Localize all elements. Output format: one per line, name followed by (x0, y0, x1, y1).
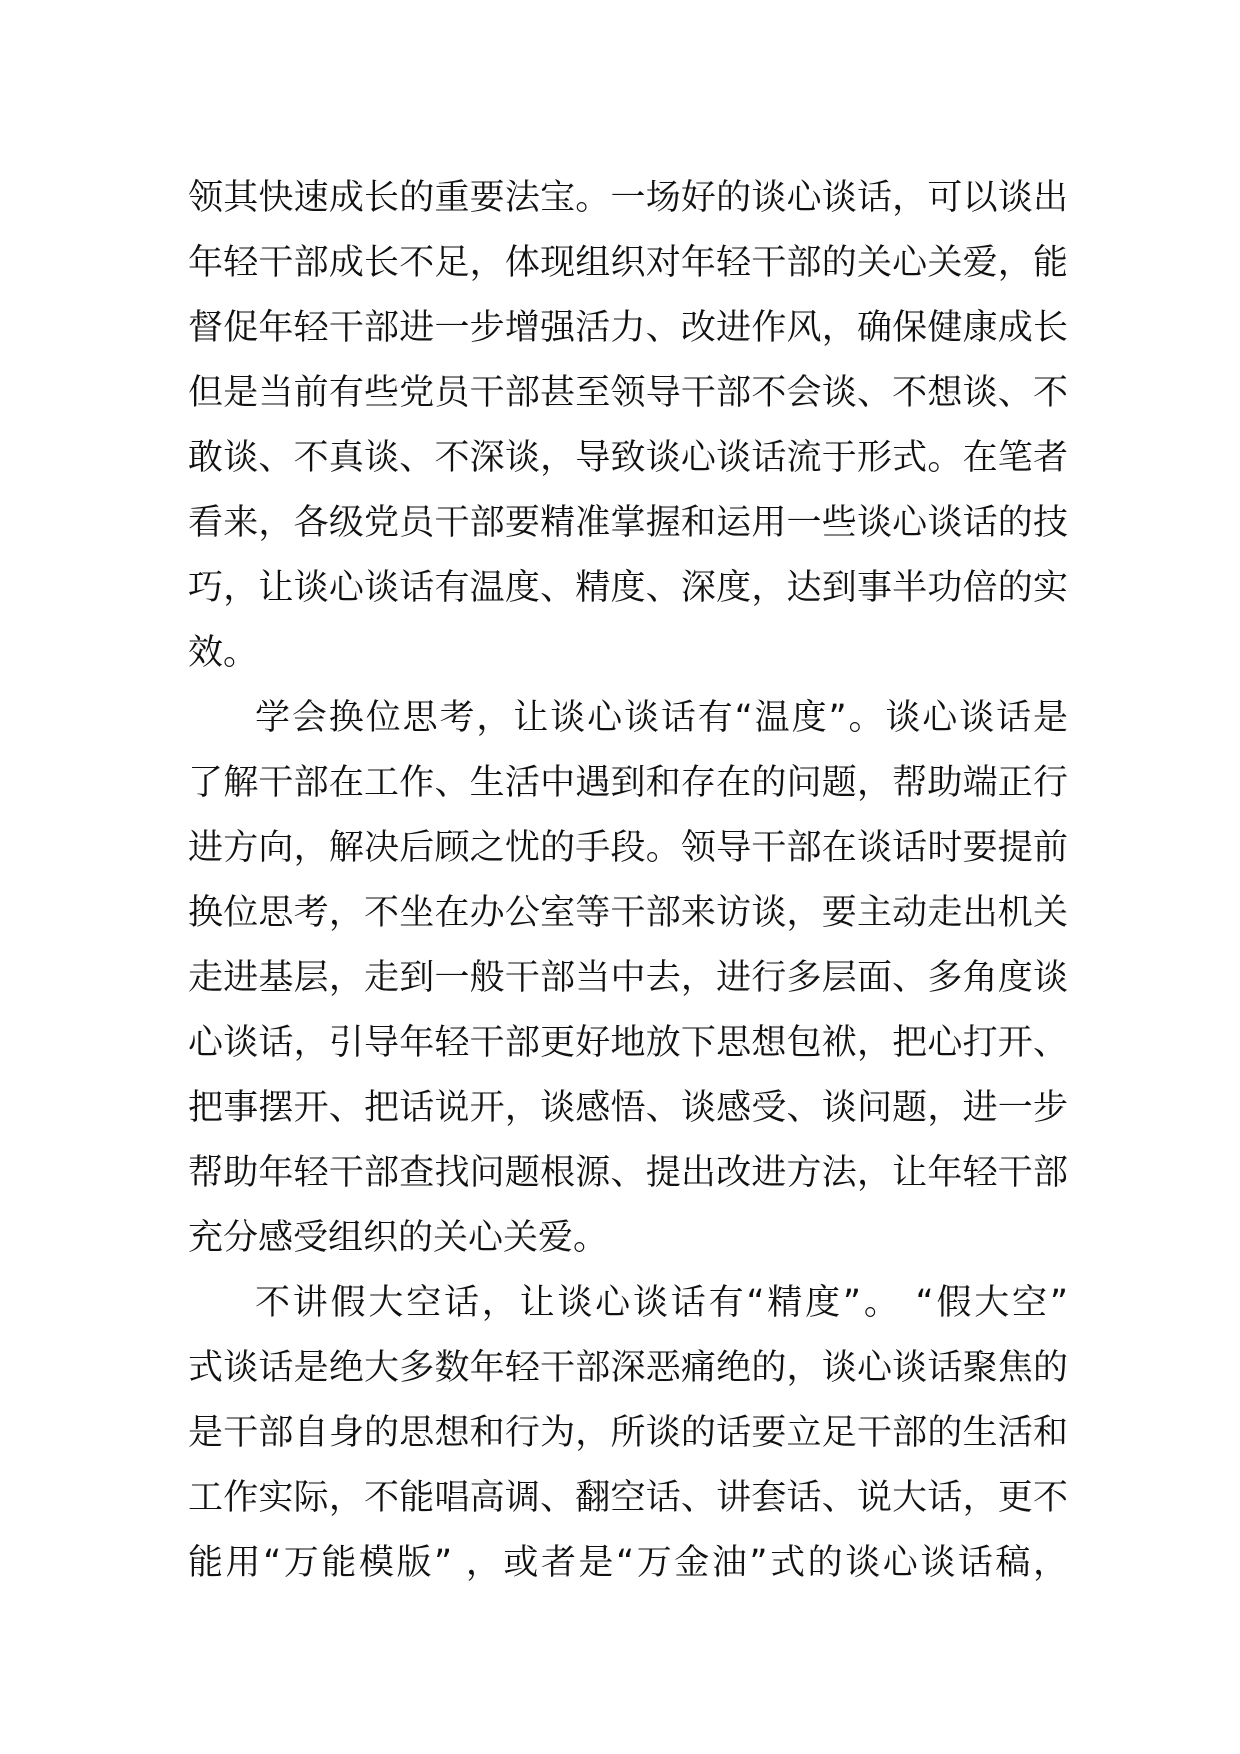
text-line: 换位思考，不坐在办公室等干部来访谈，要主动走出机关 (188, 893, 1068, 933)
text-line: 看来，各级党员干部要精准掌握和运用一些谈心谈话的技 (188, 503, 1068, 543)
text-line: 督促年轻干部进一步增强活力、改进作风，确保健康成长 (188, 308, 1068, 348)
text-line: 工作实际，不能唱高调、翻空话、讲套话、说大话，更不 (188, 1478, 1068, 1518)
text-line: 领其快速成长的重要法宝。一场好的谈心谈话，可以谈出 (188, 178, 1068, 218)
paragraph-1 (188, 166, 1068, 686)
text-line: 走进基层，走到一般干部当中去，进行多层面、多角度谈 (188, 958, 1068, 998)
text-line: 把事摆开、把话说开，谈感悟、谈感受、谈问题，进一步 (188, 1088, 1068, 1128)
paragraph-2 (188, 686, 1068, 1271)
text-line: 充分感受组织的关心关爱。 (188, 1218, 609, 1258)
paragraph-3 (188, 1271, 1068, 1596)
text-line: 帮助年轻干部查找问题根源、提出改进方法，让年轻干部 (188, 1153, 1068, 1193)
text-line: 不讲假大空话，让谈心谈话有“精度”。 “假大空” (255, 1283, 1068, 1323)
text-line: 是干部自身的思想和行为，所谈的话要立足干部的生活和 (188, 1413, 1068, 1453)
text-line: 年轻干部成长不足，体现组织对年轻干部的关心关爱，能 (188, 243, 1068, 283)
text-line: 效。 (188, 633, 259, 673)
text-line: 学会换位思考，让谈心谈话有“温度”。谈心谈话是 (255, 698, 1068, 738)
text-line: 巧，让谈心谈话有温度、精度、深度，达到事半功倍的实 (188, 568, 1068, 608)
text-line: 进方向，解决后顾之忧的手段。领导干部在谈话时要提前 (188, 828, 1068, 868)
text-line: 式谈话是绝大多数年轻干部深恶痛绝的，谈心谈话聚焦的 (188, 1348, 1068, 1388)
text-line: 心谈话，引导年轻干部更好地放下思想包袱，把心打开、 (188, 1023, 1068, 1063)
text-line: 了解干部在工作、生活中遇到和存在的问题，帮助端正行 (188, 763, 1068, 803)
text-line: 但是当前有些党员干部甚至领导干部不会谈、不想谈、不 (188, 373, 1068, 413)
text-line: 能用“万能模版” ，或者是“万金油”式的谈心谈话稿， (188, 1543, 1068, 1583)
body-text (188, 166, 1068, 1596)
text-line: 敢谈、不真谈、不深谈，导致谈心谈话流于形式。在笔者 (188, 438, 1068, 478)
